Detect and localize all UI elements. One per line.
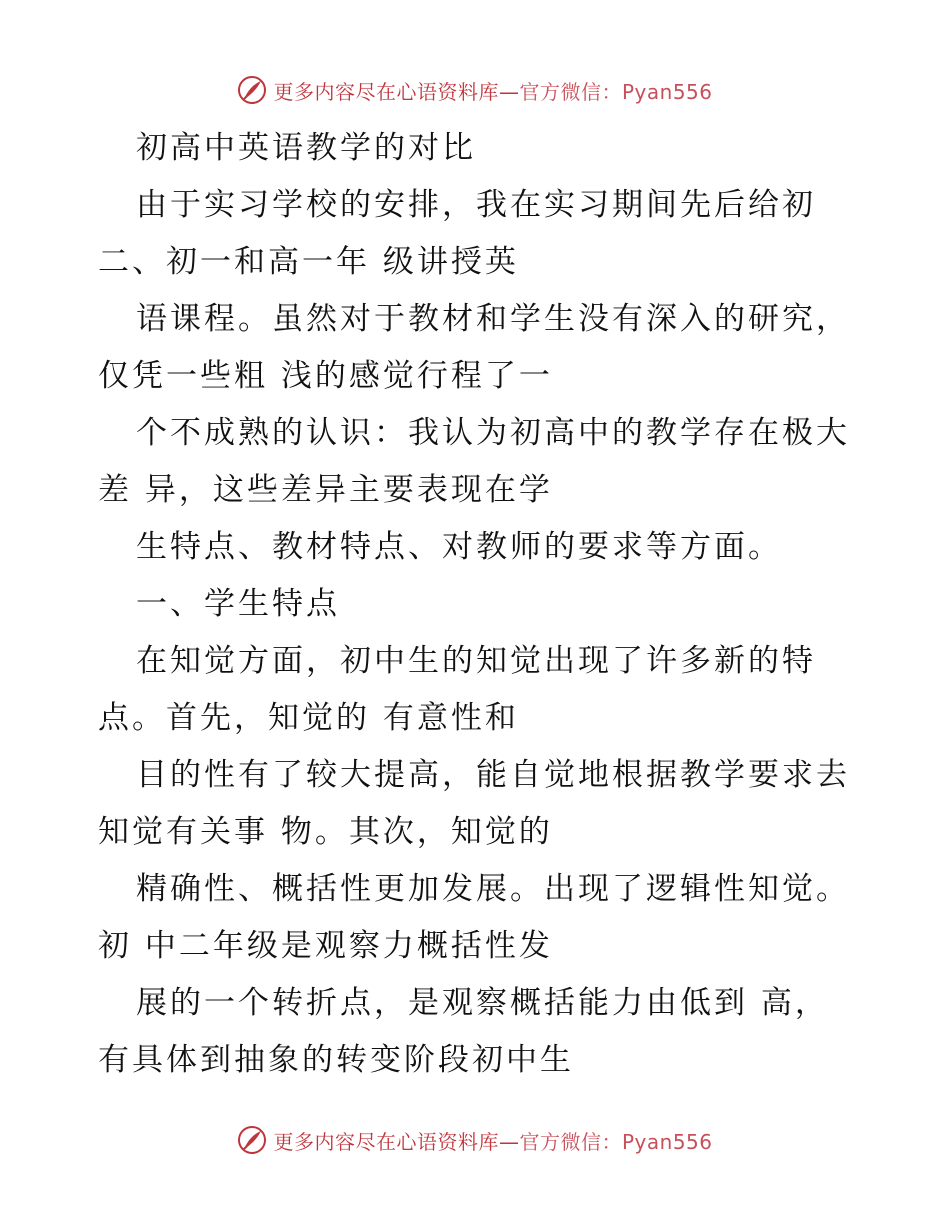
- wechat-label: 官方微信：: [519, 1129, 622, 1154]
- text-line: 个不成熟的认识：我认为初高中的教学存在极大: [136, 415, 850, 451]
- feather-pen-logo-icon: [237, 1125, 267, 1155]
- text-line: 知觉有关事 物。其次，知觉的: [98, 814, 553, 850]
- text-line: 由于实习学校的安排，我在实习期间先后给初: [136, 187, 816, 223]
- footer-watermark: [0, 1120, 950, 1160]
- wechat-label: 官方微信：: [519, 79, 622, 104]
- text-line: 仅凭一些粗 浅的感觉行程了一: [98, 358, 553, 394]
- text-line: 有具体到抽象的转变阶段初中生: [98, 1042, 574, 1078]
- wechat-id: Pyan556: [621, 1129, 713, 1154]
- text-line: 精确性、概括性更加发展。出现了逻辑性知觉。: [136, 871, 850, 907]
- text-line: 生特点、教材特点、对教师的要求等方面。: [136, 529, 782, 565]
- header-watermark: [0, 70, 950, 110]
- text-line: 初 中二年级是观察力概括性发: [98, 928, 553, 964]
- dash: —: [498, 1129, 520, 1154]
- text-line: 二、初一和高一年 级讲授英: [98, 244, 519, 280]
- text-line: 在知觉方面，初中生的知觉出现了许多新的特: [136, 643, 816, 679]
- footer-watermark-text: [273, 1126, 712, 1155]
- header-watermark-text: [273, 76, 712, 105]
- site-name: 更多内容尽在心语资料库: [273, 1129, 499, 1154]
- text-line: 语课程。虽然对于教材和学生没有深入的研究，: [136, 301, 850, 337]
- document-body: [98, 120, 878, 1089]
- site-name: 更多内容尽在心语资料库: [273, 79, 499, 104]
- wechat-id: Pyan556: [621, 79, 713, 104]
- feather-pen-logo-icon: [237, 75, 267, 105]
- text-line: 初高中英语教学的对比: [136, 130, 476, 166]
- text-line: 差 异，这些差异主要表现在学: [98, 472, 553, 508]
- text-line: 目的性有了较大提高，能自觉地根据教学要求去: [136, 757, 850, 793]
- dash: —: [498, 79, 520, 104]
- text-line: 展的一个转折点，是观察概括能力由低到 高，: [136, 985, 829, 1021]
- text-line: 点。首先，知觉的 有意性和: [98, 700, 519, 736]
- text-line: 一、学生特点: [136, 586, 340, 622]
